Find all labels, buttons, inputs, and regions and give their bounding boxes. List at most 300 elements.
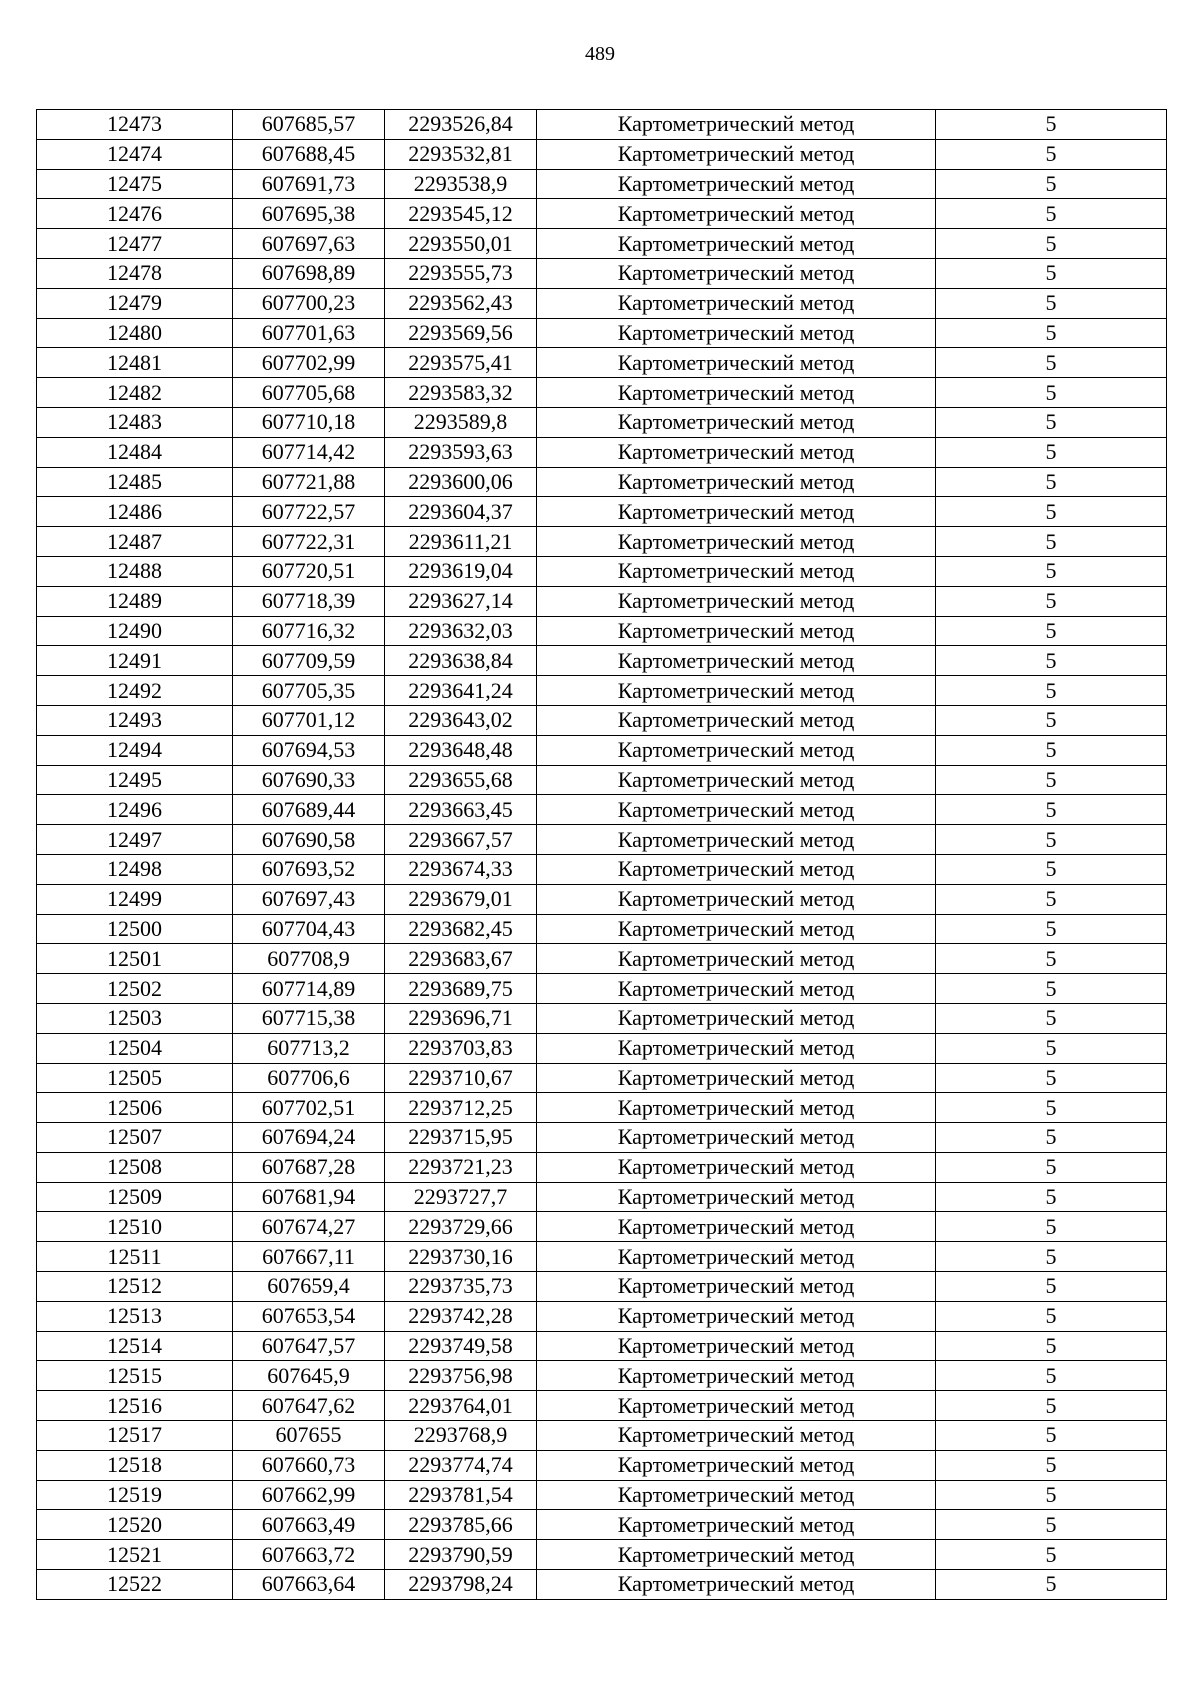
table-row <box>37 1570 1167 1600</box>
y-coordinate-cell: 2293545,12 <box>385 199 537 229</box>
table-row <box>37 229 1167 259</box>
x-coordinate-cell: 607662,99 <box>233 1480 385 1510</box>
precision-cell: 5 <box>936 1301 1167 1331</box>
precision-cell: 5 <box>936 586 1167 616</box>
method-cell: Картометрический метод <box>537 407 936 437</box>
x-coordinate-cell: 607674,27 <box>233 1212 385 1242</box>
precision-cell: 5 <box>936 318 1167 348</box>
x-coordinate-cell: 607695,38 <box>233 199 385 229</box>
y-coordinate-cell: 2293785,66 <box>385 1510 537 1540</box>
precision-cell: 5 <box>936 407 1167 437</box>
x-coordinate-cell: 607720,51 <box>233 556 385 586</box>
precision-cell: 5 <box>936 825 1167 855</box>
y-coordinate-cell: 2293562,43 <box>385 288 537 318</box>
y-coordinate-cell: 2293790,59 <box>385 1540 537 1570</box>
point-number-cell: 12489 <box>37 586 233 616</box>
point-number-cell: 12501 <box>37 944 233 974</box>
y-coordinate-cell: 2293532,81 <box>385 139 537 169</box>
method-cell: Картометрический метод <box>537 110 936 140</box>
table-row <box>37 974 1167 1004</box>
x-coordinate-cell: 607697,43 <box>233 884 385 914</box>
x-coordinate-cell: 607708,9 <box>233 944 385 974</box>
table-row <box>37 1212 1167 1242</box>
point-number-cell: 12474 <box>37 139 233 169</box>
precision-cell: 5 <box>936 1331 1167 1361</box>
precision-cell: 5 <box>936 1152 1167 1182</box>
method-cell: Картометрический метод <box>537 1570 936 1600</box>
method-cell: Картометрический метод <box>537 646 936 676</box>
precision-cell: 5 <box>936 437 1167 467</box>
x-coordinate-cell: 607702,99 <box>233 348 385 378</box>
x-coordinate-cell: 607721,88 <box>233 467 385 497</box>
page-number: 489 <box>585 43 615 65</box>
x-coordinate-cell: 607706,6 <box>233 1063 385 1093</box>
y-coordinate-cell: 2293774,74 <box>385 1450 537 1480</box>
x-coordinate-cell: 607655 <box>233 1421 385 1451</box>
table-row <box>37 705 1167 735</box>
method-cell: Картометрический метод <box>537 348 936 378</box>
point-number-cell: 12519 <box>37 1480 233 1510</box>
y-coordinate-cell: 2293569,56 <box>385 318 537 348</box>
precision-cell: 5 <box>936 854 1167 884</box>
table-row <box>37 467 1167 497</box>
x-coordinate-cell: 607663,64 <box>233 1570 385 1600</box>
method-cell: Картометрический метод <box>537 1540 936 1570</box>
x-coordinate-cell: 607716,32 <box>233 616 385 646</box>
y-coordinate-cell: 2293679,01 <box>385 884 537 914</box>
x-coordinate-cell: 607718,39 <box>233 586 385 616</box>
point-number-cell: 12500 <box>37 914 233 944</box>
method-cell: Картометрический метод <box>537 1033 936 1063</box>
precision-cell: 5 <box>936 1570 1167 1600</box>
precision-cell: 5 <box>936 1063 1167 1093</box>
precision-cell: 5 <box>936 1242 1167 1272</box>
method-cell: Картометрический метод <box>537 735 936 765</box>
point-number-cell: 12521 <box>37 1540 233 1570</box>
y-coordinate-cell: 2293604,37 <box>385 497 537 527</box>
y-coordinate-cell: 2293682,45 <box>385 914 537 944</box>
y-coordinate-cell: 2293575,41 <box>385 348 537 378</box>
precision-cell: 5 <box>936 527 1167 557</box>
y-coordinate-cell: 2293768,9 <box>385 1421 537 1451</box>
point-number-cell: 12516 <box>37 1391 233 1421</box>
table-row <box>37 199 1167 229</box>
point-number-cell: 12515 <box>37 1361 233 1391</box>
method-cell: Картометрический метод <box>537 1510 936 1540</box>
method-cell: Картометрический метод <box>537 795 936 825</box>
method-cell: Картометрический метод <box>537 1272 936 1302</box>
method-cell: Картометрический метод <box>537 318 936 348</box>
precision-cell: 5 <box>936 1093 1167 1123</box>
table-row <box>37 735 1167 765</box>
x-coordinate-cell: 607687,28 <box>233 1152 385 1182</box>
x-coordinate-cell: 607702,51 <box>233 1093 385 1123</box>
y-coordinate-cell: 2293589,8 <box>385 407 537 437</box>
x-coordinate-cell: 607694,24 <box>233 1123 385 1153</box>
precision-cell: 5 <box>936 139 1167 169</box>
x-coordinate-cell: 607647,57 <box>233 1331 385 1361</box>
x-coordinate-cell: 607691,73 <box>233 169 385 199</box>
table-row <box>37 1242 1167 1272</box>
table-row <box>37 527 1167 557</box>
point-number-cell: 12510 <box>37 1212 233 1242</box>
y-coordinate-cell: 2293555,73 <box>385 258 537 288</box>
point-number-cell: 12475 <box>37 169 233 199</box>
method-cell: Картометрический метод <box>537 258 936 288</box>
method-cell: Картометрический метод <box>537 1331 936 1361</box>
precision-cell: 5 <box>936 258 1167 288</box>
method-cell: Картометрический метод <box>537 914 936 944</box>
precision-cell: 5 <box>936 497 1167 527</box>
method-cell: Картометрический метод <box>537 1391 936 1421</box>
x-coordinate-cell: 607667,11 <box>233 1242 385 1272</box>
table-row <box>37 1361 1167 1391</box>
point-number-cell: 12509 <box>37 1182 233 1212</box>
x-coordinate-cell: 607713,2 <box>233 1033 385 1063</box>
y-coordinate-cell: 2293593,63 <box>385 437 537 467</box>
point-number-cell: 12478 <box>37 258 233 288</box>
method-cell: Картометрический метод <box>537 974 936 1004</box>
precision-cell: 5 <box>936 1540 1167 1570</box>
x-coordinate-cell: 607653,54 <box>233 1301 385 1331</box>
x-coordinate-cell: 607701,63 <box>233 318 385 348</box>
table-row <box>37 1301 1167 1331</box>
precision-cell: 5 <box>936 288 1167 318</box>
x-coordinate-cell: 607715,38 <box>233 1003 385 1033</box>
precision-cell: 5 <box>936 1033 1167 1063</box>
table-row <box>37 825 1167 855</box>
method-cell: Картометрический метод <box>537 199 936 229</box>
table-row <box>37 1331 1167 1361</box>
method-cell: Картометрический метод <box>537 1421 936 1451</box>
point-number-cell: 12487 <box>37 527 233 557</box>
table-row <box>37 1540 1167 1570</box>
point-number-cell: 12479 <box>37 288 233 318</box>
table-row <box>37 854 1167 884</box>
method-cell: Картометрический метод <box>537 437 936 467</box>
method-cell: Картометрический метод <box>537 556 936 586</box>
x-coordinate-cell: 607714,89 <box>233 974 385 1004</box>
precision-cell: 5 <box>936 199 1167 229</box>
method-cell: Картометрический метод <box>537 1093 936 1123</box>
precision-cell: 5 <box>936 735 1167 765</box>
method-cell: Картометрический метод <box>537 854 936 884</box>
x-coordinate-cell: 607705,35 <box>233 676 385 706</box>
y-coordinate-cell: 2293781,54 <box>385 1480 537 1510</box>
method-cell: Картометрический метод <box>537 1480 936 1510</box>
x-coordinate-cell: 607704,43 <box>233 914 385 944</box>
point-number-cell: 12502 <box>37 974 233 1004</box>
table-row <box>37 646 1167 676</box>
y-coordinate-cell: 2293655,68 <box>385 765 537 795</box>
point-number-cell: 12483 <box>37 407 233 437</box>
y-coordinate-cell: 2293583,32 <box>385 378 537 408</box>
x-coordinate-cell: 607697,63 <box>233 229 385 259</box>
y-coordinate-cell: 2293703,83 <box>385 1033 537 1063</box>
x-coordinate-cell: 607645,9 <box>233 1361 385 1391</box>
method-cell: Картометрический метод <box>537 825 936 855</box>
y-coordinate-cell: 2293696,71 <box>385 1003 537 1033</box>
x-coordinate-cell: 607714,42 <box>233 437 385 467</box>
precision-cell: 5 <box>936 110 1167 140</box>
point-number-cell: 12476 <box>37 199 233 229</box>
x-coordinate-cell: 607681,94 <box>233 1182 385 1212</box>
y-coordinate-cell: 2293674,33 <box>385 854 537 884</box>
precision-cell: 5 <box>936 705 1167 735</box>
y-coordinate-cell: 2293667,57 <box>385 825 537 855</box>
table-row <box>37 1033 1167 1063</box>
precision-cell: 5 <box>936 795 1167 825</box>
point-number-cell: 12484 <box>37 437 233 467</box>
method-cell: Картометрический метод <box>537 765 936 795</box>
y-coordinate-cell: 2293619,04 <box>385 556 537 586</box>
x-coordinate-cell: 607722,57 <box>233 497 385 527</box>
y-coordinate-cell: 2293756,98 <box>385 1361 537 1391</box>
x-coordinate-cell: 607660,73 <box>233 1450 385 1480</box>
table-row <box>37 1003 1167 1033</box>
table-row <box>37 1421 1167 1451</box>
point-number-cell: 12491 <box>37 646 233 676</box>
x-coordinate-cell: 607647,62 <box>233 1391 385 1421</box>
point-number-cell: 12517 <box>37 1421 233 1451</box>
coordinates-table <box>36 109 1167 1600</box>
method-cell: Картометрический метод <box>537 1361 936 1391</box>
precision-cell: 5 <box>936 1510 1167 1540</box>
point-number-cell: 12492 <box>37 676 233 706</box>
y-coordinate-cell: 2293730,16 <box>385 1242 537 1272</box>
precision-cell: 5 <box>936 944 1167 974</box>
precision-cell: 5 <box>936 1361 1167 1391</box>
y-coordinate-cell: 2293749,58 <box>385 1331 537 1361</box>
point-number-cell: 12495 <box>37 765 233 795</box>
point-number-cell: 12513 <box>37 1301 233 1331</box>
method-cell: Картометрический метод <box>537 1063 936 1093</box>
y-coordinate-cell: 2293638,84 <box>385 646 537 676</box>
method-cell: Картометрический метод <box>537 169 936 199</box>
table-row <box>37 676 1167 706</box>
x-coordinate-cell: 607694,53 <box>233 735 385 765</box>
table-row <box>37 1182 1167 1212</box>
x-coordinate-cell: 607722,31 <box>233 527 385 557</box>
y-coordinate-cell: 2293526,84 <box>385 110 537 140</box>
precision-cell: 5 <box>936 1391 1167 1421</box>
point-number-cell: 12508 <box>37 1152 233 1182</box>
method-cell: Картометрический метод <box>537 467 936 497</box>
point-number-cell: 12497 <box>37 825 233 855</box>
precision-cell: 5 <box>936 348 1167 378</box>
table-row <box>37 1063 1167 1093</box>
y-coordinate-cell: 2293632,03 <box>385 616 537 646</box>
precision-cell: 5 <box>936 169 1167 199</box>
table-row <box>37 497 1167 527</box>
point-number-cell: 12477 <box>37 229 233 259</box>
precision-cell: 5 <box>936 1480 1167 1510</box>
y-coordinate-cell: 2293663,45 <box>385 795 537 825</box>
precision-cell: 5 <box>936 914 1167 944</box>
table-row <box>37 169 1167 199</box>
table-row <box>37 914 1167 944</box>
table-row <box>37 437 1167 467</box>
precision-cell: 5 <box>936 1123 1167 1153</box>
table-row <box>37 1123 1167 1153</box>
table-row <box>37 1480 1167 1510</box>
method-cell: Картометрический метод <box>537 586 936 616</box>
method-cell: Картометрический метод <box>537 1182 936 1212</box>
x-coordinate-cell: 607688,45 <box>233 139 385 169</box>
y-coordinate-cell: 2293742,28 <box>385 1301 537 1331</box>
y-coordinate-cell: 2293600,06 <box>385 467 537 497</box>
x-coordinate-cell: 607698,89 <box>233 258 385 288</box>
table-row <box>37 110 1167 140</box>
x-coordinate-cell: 607705,68 <box>233 378 385 408</box>
y-coordinate-cell: 2293715,95 <box>385 1123 537 1153</box>
y-coordinate-cell: 2293729,66 <box>385 1212 537 1242</box>
method-cell: Картометрический метод <box>537 1450 936 1480</box>
method-cell: Картометрический метод <box>537 1123 936 1153</box>
precision-cell: 5 <box>936 467 1167 497</box>
table-row <box>37 1510 1167 1540</box>
precision-cell: 5 <box>936 1212 1167 1242</box>
y-coordinate-cell: 2293683,67 <box>385 944 537 974</box>
point-number-cell: 12504 <box>37 1033 233 1063</box>
precision-cell: 5 <box>936 556 1167 586</box>
precision-cell: 5 <box>936 974 1167 1004</box>
table-row <box>37 765 1167 795</box>
precision-cell: 5 <box>936 646 1167 676</box>
x-coordinate-cell: 607690,58 <box>233 825 385 855</box>
point-number-cell: 12482 <box>37 378 233 408</box>
y-coordinate-cell: 2293641,24 <box>385 676 537 706</box>
method-cell: Картометрический метод <box>537 1003 936 1033</box>
method-cell: Картометрический метод <box>537 676 936 706</box>
table-row <box>37 944 1167 974</box>
table-row <box>37 616 1167 646</box>
y-coordinate-cell: 2293712,25 <box>385 1093 537 1123</box>
table-row <box>37 586 1167 616</box>
method-cell: Картометрический метод <box>537 944 936 974</box>
x-coordinate-cell: 607701,12 <box>233 705 385 735</box>
point-number-cell: 12506 <box>37 1093 233 1123</box>
method-cell: Картометрический метод <box>537 527 936 557</box>
point-number-cell: 12486 <box>37 497 233 527</box>
precision-cell: 5 <box>936 1182 1167 1212</box>
x-coordinate-cell: 607685,57 <box>233 110 385 140</box>
precision-cell: 5 <box>936 1003 1167 1033</box>
y-coordinate-cell: 2293735,73 <box>385 1272 537 1302</box>
table-row <box>37 1093 1167 1123</box>
method-cell: Картометрический метод <box>537 1301 936 1331</box>
x-coordinate-cell: 607663,49 <box>233 1510 385 1540</box>
table-row <box>37 556 1167 586</box>
precision-cell: 5 <box>936 884 1167 914</box>
y-coordinate-cell: 2293689,75 <box>385 974 537 1004</box>
table-row <box>37 378 1167 408</box>
y-coordinate-cell: 2293721,23 <box>385 1152 537 1182</box>
point-number-cell: 12522 <box>37 1570 233 1600</box>
method-cell: Картометрический метод <box>537 1242 936 1272</box>
table-row <box>37 139 1167 169</box>
precision-cell: 5 <box>936 676 1167 706</box>
method-cell: Картометрический метод <box>537 1152 936 1182</box>
point-number-cell: 12493 <box>37 705 233 735</box>
y-coordinate-cell: 2293710,67 <box>385 1063 537 1093</box>
table-row <box>37 795 1167 825</box>
method-cell: Картометрический метод <box>537 497 936 527</box>
point-number-cell: 12480 <box>37 318 233 348</box>
point-number-cell: 12494 <box>37 735 233 765</box>
method-cell: Картометрический метод <box>537 229 936 259</box>
method-cell: Картометрический метод <box>537 378 936 408</box>
precision-cell: 5 <box>936 1272 1167 1302</box>
point-number-cell: 12511 <box>37 1242 233 1272</box>
point-number-cell: 12490 <box>37 616 233 646</box>
x-coordinate-cell: 607663,72 <box>233 1540 385 1570</box>
method-cell: Картометрический метод <box>537 1212 936 1242</box>
table-row <box>37 1272 1167 1302</box>
method-cell: Картометрический метод <box>537 705 936 735</box>
table-row <box>37 318 1167 348</box>
point-number-cell: 12498 <box>37 854 233 884</box>
x-coordinate-cell: 607709,59 <box>233 646 385 676</box>
table-row <box>37 407 1167 437</box>
point-number-cell: 12499 <box>37 884 233 914</box>
table-row <box>37 348 1167 378</box>
point-number-cell: 12473 <box>37 110 233 140</box>
method-cell: Картометрический метод <box>537 288 936 318</box>
method-cell: Картометрический метод <box>537 139 936 169</box>
point-number-cell: 12514 <box>37 1331 233 1361</box>
table-row <box>37 258 1167 288</box>
y-coordinate-cell: 2293611,21 <box>385 527 537 557</box>
point-number-cell: 12507 <box>37 1123 233 1153</box>
method-cell: Картометрический метод <box>537 884 936 914</box>
point-number-cell: 12481 <box>37 348 233 378</box>
precision-cell: 5 <box>936 765 1167 795</box>
y-coordinate-cell: 2293798,24 <box>385 1570 537 1600</box>
x-coordinate-cell: 607693,52 <box>233 854 385 884</box>
x-coordinate-cell: 607700,23 <box>233 288 385 318</box>
table-row <box>37 1391 1167 1421</box>
precision-cell: 5 <box>936 616 1167 646</box>
point-number-cell: 12485 <box>37 467 233 497</box>
y-coordinate-cell: 2293538,9 <box>385 169 537 199</box>
y-coordinate-cell: 2293643,02 <box>385 705 537 735</box>
point-number-cell: 12505 <box>37 1063 233 1093</box>
y-coordinate-cell: 2293727,7 <box>385 1182 537 1212</box>
coordinates-table-body <box>37 110 1167 1600</box>
y-coordinate-cell: 2293550,01 <box>385 229 537 259</box>
point-number-cell: 12496 <box>37 795 233 825</box>
x-coordinate-cell: 607659,4 <box>233 1272 385 1302</box>
precision-cell: 5 <box>936 378 1167 408</box>
y-coordinate-cell: 2293764,01 <box>385 1391 537 1421</box>
x-coordinate-cell: 607689,44 <box>233 795 385 825</box>
method-cell: Картометрический метод <box>537 616 936 646</box>
table-row <box>37 288 1167 318</box>
x-coordinate-cell: 607690,33 <box>233 765 385 795</box>
table-row <box>37 1152 1167 1182</box>
table-row <box>37 884 1167 914</box>
y-coordinate-cell: 2293648,48 <box>385 735 537 765</box>
point-number-cell: 12503 <box>37 1003 233 1033</box>
precision-cell: 5 <box>936 1421 1167 1451</box>
point-number-cell: 12518 <box>37 1450 233 1480</box>
y-coordinate-cell: 2293627,14 <box>385 586 537 616</box>
precision-cell: 5 <box>936 1450 1167 1480</box>
point-number-cell: 12512 <box>37 1272 233 1302</box>
point-number-cell: 12488 <box>37 556 233 586</box>
table-row <box>37 1450 1167 1480</box>
